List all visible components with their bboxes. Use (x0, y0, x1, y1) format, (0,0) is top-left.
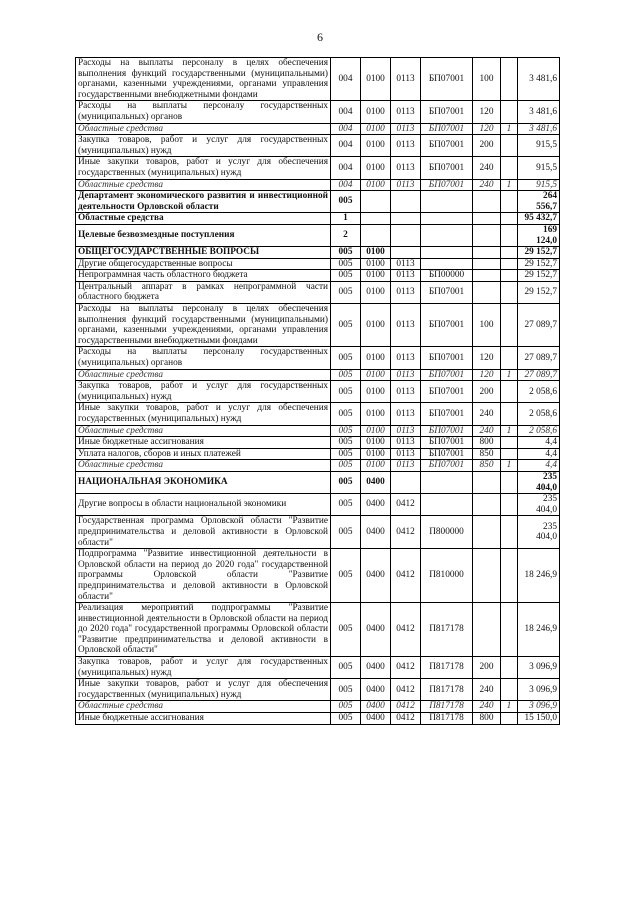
cell-rz: 0100 (361, 101, 391, 123)
cell-vr (473, 270, 501, 282)
cell-rz: 0100 (361, 123, 391, 135)
cell-amount: 29 152,7 (518, 247, 560, 259)
row-name: Иные бюджетные ассигнования (76, 713, 331, 725)
cell-rz: 0400 (361, 494, 391, 516)
cell-amount: 3 096,9 (518, 679, 560, 701)
cell-source (501, 549, 518, 603)
cell-pr (391, 224, 421, 246)
table-row (76, 258, 560, 270)
cell-amount: 169 124,0 (518, 224, 560, 246)
cell-ved: 005 (331, 448, 361, 460)
cell-amount: 235 404,0 (518, 516, 560, 549)
cell-vr: 850 (473, 460, 501, 472)
cell-rz: 0400 (361, 713, 391, 725)
cell-pr: 0412 (391, 657, 421, 679)
cell-source (501, 494, 518, 516)
cell-source: 1 (501, 701, 518, 713)
cell-amount: 2 058,6 (518, 425, 560, 437)
cell-vr: 100 (473, 304, 501, 347)
cell-ved: 005 (331, 713, 361, 725)
cell-csr (421, 191, 473, 213)
cell-source (501, 270, 518, 282)
cell-source (501, 101, 518, 123)
cell-pr (391, 247, 421, 259)
cell-ved: 005 (331, 516, 361, 549)
table-row (76, 213, 560, 225)
cell-ved: 005 (331, 281, 361, 303)
cell-rz: 0100 (361, 270, 391, 282)
cell-amount: 29 152,7 (518, 270, 560, 282)
cell-source (501, 191, 518, 213)
cell-amount: 4,4 (518, 437, 560, 449)
cell-vr: 100 (473, 58, 501, 101)
table-row (76, 471, 560, 493)
cell-pr: 0113 (391, 281, 421, 303)
cell-pr: 0113 (391, 258, 421, 270)
cell-amount: 4,4 (518, 460, 560, 472)
cell-amount: 915,5 (518, 135, 560, 157)
table-row (76, 304, 560, 347)
budget-table (75, 57, 560, 725)
cell-pr (391, 471, 421, 493)
table-row (76, 448, 560, 460)
cell-csr: БП07001 (421, 135, 473, 157)
cell-ved: 005 (331, 347, 361, 369)
cell-amount: 3 096,9 (518, 657, 560, 679)
cell-ved: 004 (331, 157, 361, 179)
cell-ved: 1 (331, 213, 361, 225)
cell-pr: 0113 (391, 425, 421, 437)
cell-ved: 004 (331, 123, 361, 135)
cell-vr: 120 (473, 347, 501, 369)
cell-amount: 18 246,9 (518, 549, 560, 603)
cell-ved: 005 (331, 304, 361, 347)
cell-pr: 0113 (391, 304, 421, 347)
cell-pr: 0113 (391, 347, 421, 369)
row-name: Иные бюджетные ассигнования (76, 437, 331, 449)
cell-source (501, 679, 518, 701)
row-name: Департамент экономического развития и инвестиционной деятельности Орловской области (76, 191, 331, 213)
cell-source (501, 247, 518, 259)
cell-csr: П817178 (421, 603, 473, 657)
cell-ved: 005 (331, 270, 361, 282)
cell-source (501, 347, 518, 369)
cell-rz: 0100 (361, 460, 391, 472)
cell-source: 1 (501, 369, 518, 381)
cell-rz: 0100 (361, 304, 391, 347)
table-row (76, 247, 560, 259)
cell-source (501, 213, 518, 225)
cell-amount: 4,4 (518, 448, 560, 460)
table-row (76, 281, 560, 303)
cell-pr: 0412 (391, 713, 421, 725)
cell-csr: БП07001 (421, 101, 473, 123)
cell-pr: 0113 (391, 448, 421, 460)
table-row (76, 101, 560, 123)
cell-csr: БП07001 (421, 347, 473, 369)
cell-pr: 0113 (391, 135, 421, 157)
cell-ved: 005 (331, 471, 361, 493)
cell-source (501, 304, 518, 347)
table-row (76, 157, 560, 179)
table-row (76, 657, 560, 679)
row-name: НАЦИОНАЛЬНАЯ ЭКОНОМИКА (76, 471, 331, 493)
cell-rz: 0400 (361, 657, 391, 679)
cell-csr: П800000 (421, 516, 473, 549)
cell-source (501, 135, 518, 157)
cell-vr: 240 (473, 403, 501, 425)
table-row (76, 381, 560, 403)
cell-ved: 005 (331, 425, 361, 437)
cell-amount: 29 152,7 (518, 258, 560, 270)
cell-csr: БП00000 (421, 270, 473, 282)
table-row (76, 135, 560, 157)
cell-pr: 0113 (391, 58, 421, 101)
table-row (76, 516, 560, 549)
table-row (76, 713, 560, 725)
cell-csr: БП07001 (421, 58, 473, 101)
cell-vr: 200 (473, 381, 501, 403)
table-row (76, 191, 560, 213)
cell-csr: БП07001 (421, 157, 473, 179)
cell-ved: 005 (331, 381, 361, 403)
row-name: Другие вопросы в области национальной экономики (76, 494, 331, 516)
cell-csr (421, 213, 473, 225)
cell-rz: 0100 (361, 425, 391, 437)
row-name: Другие общегосударственные вопросы (76, 258, 331, 270)
cell-vr: 120 (473, 101, 501, 123)
cell-source (501, 516, 518, 549)
cell-amount: 18 246,9 (518, 603, 560, 657)
cell-source: 1 (501, 425, 518, 437)
cell-rz: 0100 (361, 58, 391, 101)
cell-pr: 0113 (391, 437, 421, 449)
cell-amount: 95 432,7 (518, 213, 560, 225)
cell-csr: БП07001 (421, 448, 473, 460)
cell-vr (473, 258, 501, 270)
table-row (76, 224, 560, 246)
cell-vr: 200 (473, 135, 501, 157)
row-name: Расходы на выплаты персоналу государственных (муниципальных) органов (76, 101, 331, 123)
table-row (76, 494, 560, 516)
cell-source (501, 448, 518, 460)
row-name: Областные средства (76, 213, 331, 225)
cell-source (501, 603, 518, 657)
cell-rz: 0100 (361, 179, 391, 191)
cell-vr (473, 516, 501, 549)
table-row (76, 403, 560, 425)
cell-source (501, 157, 518, 179)
cell-vr (473, 549, 501, 603)
cell-source (501, 58, 518, 101)
cell-csr: БП07001 (421, 281, 473, 303)
cell-amount: 3 096,9 (518, 701, 560, 713)
cell-csr: БП07001 (421, 403, 473, 425)
cell-amount: 2 058,6 (518, 403, 560, 425)
cell-rz: 0100 (361, 281, 391, 303)
cell-rz: 0100 (361, 381, 391, 403)
cell-amount: 3 481,6 (518, 101, 560, 123)
cell-ved: 004 (331, 135, 361, 157)
cell-vr: 800 (473, 437, 501, 449)
cell-source (501, 713, 518, 725)
table-row (76, 425, 560, 437)
table-row (76, 58, 560, 101)
cell-vr: 120 (473, 369, 501, 381)
cell-ved: 005 (331, 437, 361, 449)
cell-vr: 240 (473, 679, 501, 701)
cell-csr: П817178 (421, 679, 473, 701)
cell-source: 1 (501, 123, 518, 135)
cell-ved: 005 (331, 701, 361, 713)
row-name: Иные закупки товаров, работ и услуг для обеспечения государственных (муниципальных) нужд (76, 679, 331, 701)
row-name: ОБЩЕГОСУДАРСТВЕННЫЕ ВОПРОСЫ (76, 247, 331, 259)
cell-source (501, 437, 518, 449)
cell-ved: 005 (331, 494, 361, 516)
cell-vr: 120 (473, 123, 501, 135)
cell-vr: 240 (473, 157, 501, 179)
cell-source (501, 403, 518, 425)
cell-ved: 005 (331, 403, 361, 425)
cell-csr: БП07001 (421, 437, 473, 449)
cell-amount: 235 404,0 (518, 471, 560, 493)
cell-source: 1 (501, 460, 518, 472)
row-name: Закупка товаров, работ и услуг для государственных (муниципальных) нужд (76, 657, 331, 679)
cell-csr (421, 224, 473, 246)
cell-vr: 240 (473, 425, 501, 437)
cell-csr: БП07001 (421, 369, 473, 381)
cell-csr: П817178 (421, 657, 473, 679)
table-row (76, 270, 560, 282)
cell-pr: 0113 (391, 179, 421, 191)
cell-pr: 0412 (391, 679, 421, 701)
cell-ved: 005 (331, 191, 361, 213)
cell-pr: 0113 (391, 157, 421, 179)
cell-rz: 0400 (361, 603, 391, 657)
cell-csr: П810000 (421, 549, 473, 603)
cell-rz: 0400 (361, 516, 391, 549)
cell-ved: 005 (331, 369, 361, 381)
table-row (76, 347, 560, 369)
row-name: Подпрограмма "Развитие инвестиционной деятельности в Орловской области на период до 2020 года" государственной программы Орловской области "Развитие предпринимательства и деловой активности в Орловской области" (76, 549, 331, 603)
row-name: Областные средства (76, 425, 331, 437)
cell-rz: 0100 (361, 403, 391, 425)
cell-pr: 0412 (391, 516, 421, 549)
cell-rz: 0100 (361, 135, 391, 157)
cell-vr (473, 191, 501, 213)
cell-csr: БП07001 (421, 381, 473, 403)
cell-vr (473, 224, 501, 246)
cell-csr: БП07001 (421, 460, 473, 472)
cell-vr: 240 (473, 179, 501, 191)
cell-amount: 235 404,0 (518, 494, 560, 516)
cell-rz: 0100 (361, 157, 391, 179)
row-name: Непрограммная часть областного бюджета (76, 270, 331, 282)
cell-pr: 0412 (391, 494, 421, 516)
cell-csr (421, 258, 473, 270)
cell-source (501, 381, 518, 403)
cell-vr: 850 (473, 448, 501, 460)
cell-rz: 0400 (361, 549, 391, 603)
cell-csr: БП07001 (421, 123, 473, 135)
cell-ved: 005 (331, 603, 361, 657)
cell-rz: 0400 (361, 471, 391, 493)
row-name: Областные средства (76, 460, 331, 472)
table-row (76, 603, 560, 657)
cell-pr: 0113 (391, 369, 421, 381)
cell-rz: 0100 (361, 258, 391, 270)
cell-ved: 005 (331, 460, 361, 472)
cell-source (501, 281, 518, 303)
cell-pr (391, 191, 421, 213)
cell-ved: 005 (331, 247, 361, 259)
cell-amount: 27 089,7 (518, 369, 560, 381)
cell-amount: 3 481,6 (518, 58, 560, 101)
cell-pr: 0113 (391, 123, 421, 135)
cell-vr (473, 471, 501, 493)
row-name: Закупка товаров, работ и услуг для государственных (муниципальных) нужд (76, 381, 331, 403)
cell-csr: БП07001 (421, 179, 473, 191)
cell-amount: 27 089,7 (518, 347, 560, 369)
cell-pr: 0113 (391, 381, 421, 403)
cell-amount: 915,5 (518, 157, 560, 179)
page-number: 6 (317, 30, 323, 44)
cell-source: 1 (501, 179, 518, 191)
cell-pr: 0412 (391, 603, 421, 657)
table-row (76, 549, 560, 603)
cell-vr (473, 494, 501, 516)
cell-vr: 200 (473, 657, 501, 679)
cell-csr: БП07001 (421, 425, 473, 437)
cell-rz: 0100 (361, 437, 391, 449)
cell-ved: 005 (331, 657, 361, 679)
row-name: Областные средства (76, 701, 331, 713)
cell-ved: 004 (331, 58, 361, 101)
cell-pr: 0113 (391, 460, 421, 472)
row-name: Расходы на выплаты персоналу государственных (муниципальных) органов (76, 347, 331, 369)
cell-csr: П817178 (421, 701, 473, 713)
cell-csr (421, 471, 473, 493)
row-name: Областные средства (76, 179, 331, 191)
cell-rz (361, 191, 391, 213)
table-row (76, 179, 560, 191)
table-row (76, 679, 560, 701)
table-row (76, 123, 560, 135)
cell-pr (391, 213, 421, 225)
cell-vr: 240 (473, 701, 501, 713)
cell-rz (361, 224, 391, 246)
cell-ved: 2 (331, 224, 361, 246)
cell-vr (473, 281, 501, 303)
cell-source (501, 258, 518, 270)
cell-ved: 005 (331, 549, 361, 603)
cell-amount: 27 089,7 (518, 304, 560, 347)
row-name: Областные средства (76, 123, 331, 135)
cell-amount: 3 481,6 (518, 123, 560, 135)
cell-pr: 0412 (391, 701, 421, 713)
cell-rz: 0100 (361, 347, 391, 369)
cell-source (501, 224, 518, 246)
cell-csr: БП07001 (421, 304, 473, 347)
row-name: Закупка товаров, работ и услуг для государственных (муниципальных) нужд (76, 135, 331, 157)
cell-amount: 264 556,7 (518, 191, 560, 213)
cell-vr (473, 247, 501, 259)
row-name: Расходы на выплаты персоналу в целях обеспечения выполнения функций государственными (муниципальными) органами, казенными учреждениями, органами управления государственными внебюджетными фондами (76, 304, 331, 347)
row-name: Центральный аппарат в рамках непрограммной части областного бюджета (76, 281, 331, 303)
cell-rz: 0100 (361, 448, 391, 460)
row-name: Целевые безвозмездные поступления (76, 224, 331, 246)
row-name: Иные закупки товаров, работ и услуг для обеспечения государственных (муниципальных) нужд (76, 403, 331, 425)
cell-rz: 0100 (361, 369, 391, 381)
cell-csr (421, 247, 473, 259)
cell-rz: 0400 (361, 679, 391, 701)
table-row (76, 437, 560, 449)
cell-pr: 0113 (391, 403, 421, 425)
cell-amount: 15 150,0 (518, 713, 560, 725)
cell-amount: 2 058,6 (518, 381, 560, 403)
row-name: Уплата налогов, сборов и иных платежей (76, 448, 331, 460)
cell-rz: 0100 (361, 247, 391, 259)
row-name: Государственная программа Орловской области "Развитие предпринимательства и деловой активности в Орловской области" (76, 516, 331, 549)
cell-rz (361, 213, 391, 225)
cell-vr (473, 213, 501, 225)
table-row (76, 460, 560, 472)
cell-pr: 0113 (391, 270, 421, 282)
cell-vr: 800 (473, 713, 501, 725)
cell-csr: П817178 (421, 713, 473, 725)
cell-vr (473, 603, 501, 657)
cell-ved: 004 (331, 101, 361, 123)
row-name: Реализация мероприятий подпрограммы "Развитие инвестиционной деятельности в Орловской области на период до 2020 года" государственной программы Орловской области "Развитие предпринимательства и деловой активности в Орловской области" (76, 603, 331, 657)
cell-amount: 29 152,7 (518, 281, 560, 303)
cell-ved: 005 (331, 679, 361, 701)
cell-source (501, 657, 518, 679)
cell-ved: 004 (331, 179, 361, 191)
cell-pr: 0113 (391, 101, 421, 123)
cell-ved: 005 (331, 258, 361, 270)
table-row (76, 369, 560, 381)
row-name: Расходы на выплаты персоналу в целях обеспечения выполнения функций государственными (муниципальными) органами, казенными учреждениями, органами управления государственными внебюджетными фондами (76, 58, 331, 101)
row-name: Иные закупки товаров, работ и услуг для обеспечения государственных (муниципальных) нужд (76, 157, 331, 179)
cell-csr (421, 494, 473, 516)
table-row (76, 701, 560, 713)
row-name: Областные средства (76, 369, 331, 381)
cell-pr: 0412 (391, 549, 421, 603)
cell-source (501, 471, 518, 493)
cell-amount: 915,5 (518, 179, 560, 191)
cell-rz: 0400 (361, 701, 391, 713)
